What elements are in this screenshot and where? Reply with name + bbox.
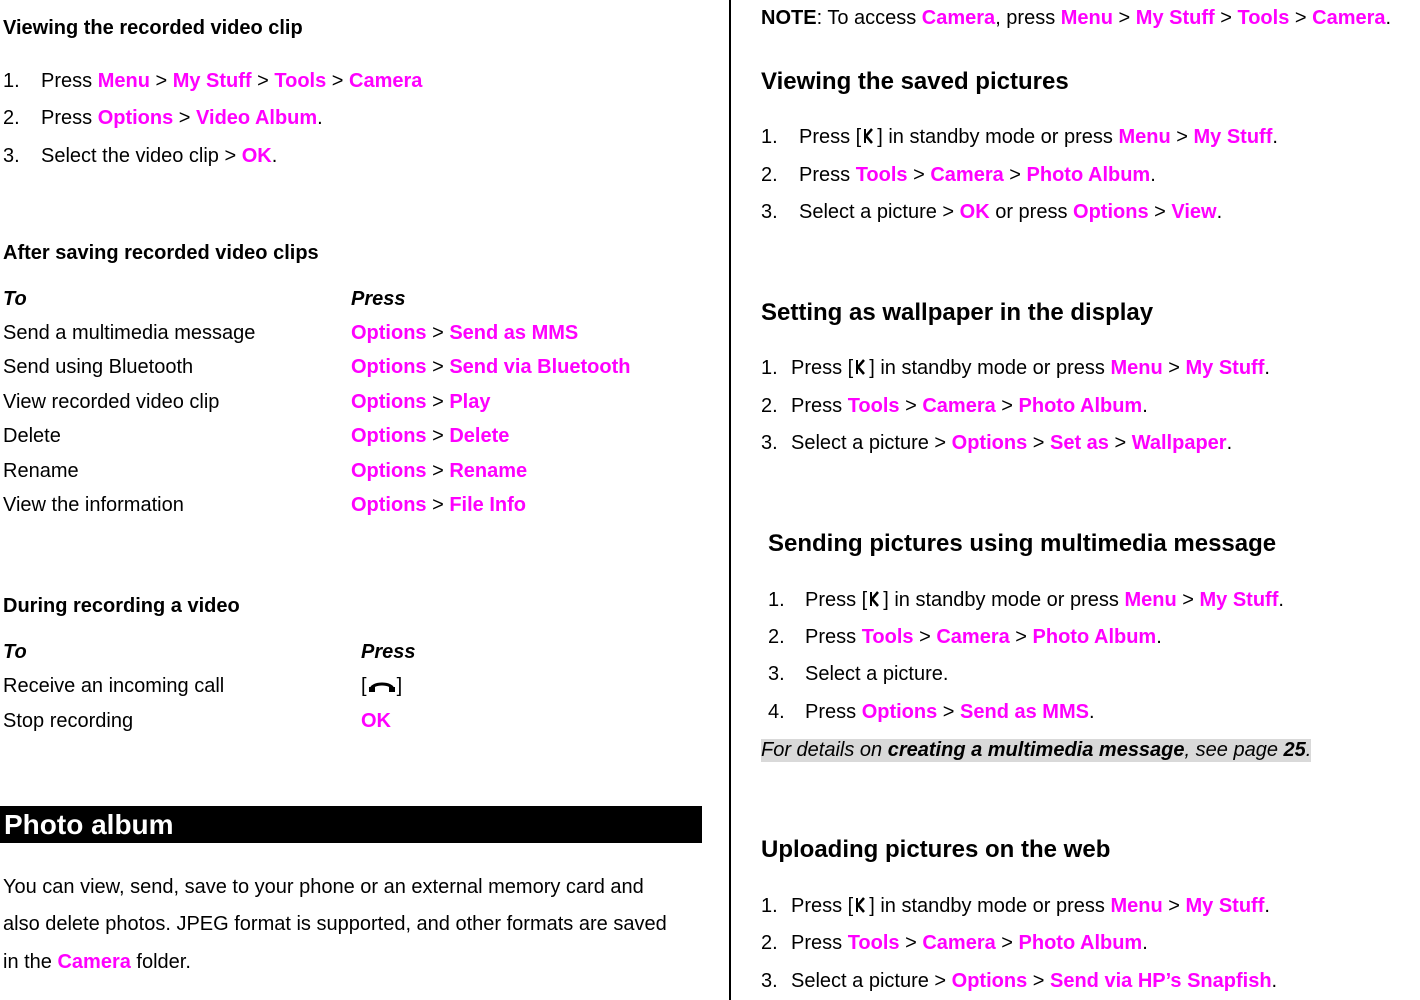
table-row-press: Options > File Info [351,494,527,516]
left-soft-key-icon [854,358,868,376]
left-soft-key-icon [868,590,882,608]
list-item: 3. Select a picture > Options > Set as > Wallpaper. [761,432,1233,454]
list-item: 2. Press Options > Video Album. [3,107,323,129]
paragraph-line: You can view, send, save to your phone or an external memory card and [3,876,644,898]
table-header-to: To [3,641,27,663]
section-title-wallpaper: Setting as wallpaper in the display [761,299,1154,326]
call-key-icon [367,676,397,694]
left-soft-key-icon [854,896,868,914]
photo-album-heading-bar [0,806,702,843]
section-title-viewing-clip: Viewing the recorded video clip [3,17,303,39]
list-item: 3. Select a picture > OK or press Options > View. [761,201,1223,223]
table-row: Receive an incoming call [3,675,225,697]
table-row: Send a multimedia message [3,322,256,344]
section-title-sending-mms: Sending pictures using multimedia message [768,530,1277,557]
table-row-press: Options > Delete [351,425,510,447]
section-title-uploading: Uploading pictures on the web [761,836,1111,863]
table-row-press: Options > Play [351,391,491,413]
table-row-press: [ ] [361,675,403,697]
table-row-press: Options > Rename [351,460,528,482]
section-title-during-recording: During recording a video [3,595,240,617]
table-row-press: OK [361,710,391,732]
section-title-after-saving: After saving recorded video clips [3,242,319,264]
list-item: 2. Press Tools > Camera > Photo Album. [761,164,1156,186]
list-item: 2. Press Tools > Camera > Photo Album. [761,395,1148,417]
table-row: View the information [3,494,184,516]
table-row: Send using Bluetooth [3,356,194,378]
list-item: 1. Press Menu > My Stuff > Tools > Camera [3,70,423,92]
list-item: 1. Press [ ] in standby mode or press Menu > My Stuff. [768,589,1284,611]
table-row-press: Options > Send via Bluetooth [351,356,631,378]
paragraph-line: also delete photos. JPEG format is supported, and other formats are saved [3,913,667,935]
list-item: 3. Select a picture. [768,663,949,685]
table-row-press: Options > Send as MMS [351,322,579,344]
list-item: 3. Select the video clip > OK. [3,145,278,167]
list-item: 4. Press Options > Send as MMS. [768,701,1095,723]
left-soft-key-icon [862,127,876,145]
column-divider [729,0,731,1000]
table-row: View recorded video clip [3,391,220,413]
table-row: Stop recording [3,710,134,732]
photo-album-heading: Photo album [4,809,174,840]
section-title-viewing-saved: Viewing the saved pictures [761,68,1069,95]
details-note: For details on creating a multimedia message, see page 25. [761,739,1312,761]
paragraph-line: in the Camera folder. [3,951,191,973]
table-row: Rename [3,460,79,482]
list-item: 1. Press [ ] in standby mode or press Menu > My Stuff. [761,895,1270,917]
table-header-press: Press [361,641,416,663]
list-item: 3. Select a picture > Options > Send via HP’s Snapfish. [761,970,1278,992]
table-row: Delete [3,425,61,447]
table-header-press: Press [351,288,406,310]
note-line: NOTE: To access Camera, press Menu > My Stuff > Tools > Camera. [761,7,1392,29]
table-header-to: To [3,288,27,310]
list-item: 2. Press Tools > Camera > Photo Album. [761,932,1148,954]
list-item: 1. Press [ ] in standby mode or press Menu > My Stuff. [761,357,1270,379]
list-item: 1. Press [ ] in standby mode or press Menu > My Stuff. [761,126,1278,148]
list-item: 2. Press Tools > Camera > Photo Album. [768,626,1162,648]
